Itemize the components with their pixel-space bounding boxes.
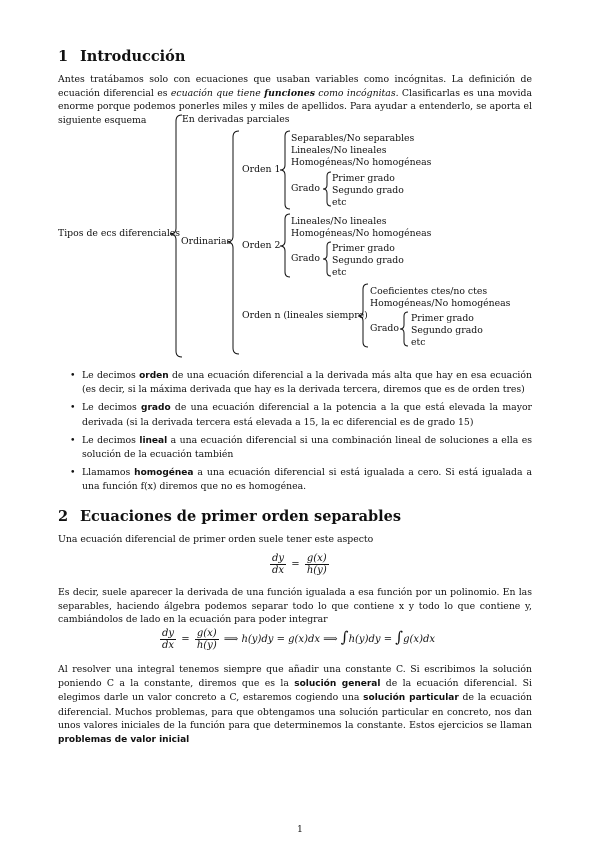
numerator: g(x) bbox=[195, 628, 219, 640]
integral-right: g(x)dx bbox=[403, 634, 436, 645]
bullet-text: a una ecuación diferencial si está igualada a cero. Si está igualada a una función f(x) diremos que no es homogénea. bbox=[82, 467, 532, 493]
brace-grado1 bbox=[323, 172, 331, 206]
tree-ordenn-label: Orden n (lineales siempre) bbox=[242, 310, 368, 321]
equals-sign: = bbox=[383, 634, 393, 645]
list-item bbox=[58, 401, 532, 428]
denominator: dx bbox=[272, 565, 285, 576]
brace-orden2 bbox=[280, 214, 290, 277]
brace-gradon bbox=[400, 312, 408, 346]
definition-list bbox=[58, 369, 532, 499]
tree-root: Tipos de ecs diferenciales bbox=[58, 228, 181, 239]
numerator: dy bbox=[272, 553, 285, 564]
bullet-text: de una ecuación diferencial a la derivada más alta que hay en esa ecuación (es decir, si la máxima derivada que hay es la derivada tercera, diremos que es de orden tres) bbox=[82, 370, 532, 396]
bullet-text: de una ecuación diferencial a la potencia a la que está elevada la mayor derivada (si la derivada tercera está elevada a 15, la ec diferencial es de grado 15) bbox=[82, 402, 532, 428]
bullet-text: Le decimos bbox=[82, 370, 140, 381]
intro-emph-1: ecuación que tiene bbox=[170, 87, 265, 99]
section-2-heading bbox=[58, 508, 401, 525]
paragraph-text: de la ecuación diferencial. Muchos problemas, para que obtengamos una solución particular en concreto, nos dan unos valores iniciales de la función para que determinemos la constante. Estos ejercicios se llaman bbox=[58, 692, 532, 732]
section-1-heading bbox=[58, 48, 185, 65]
bullet-icon: • bbox=[70, 402, 76, 414]
term-solucion-general: solución general bbox=[294, 678, 381, 689]
integral-icon: ∫ bbox=[395, 628, 404, 646]
bullet-text: Llamamos bbox=[82, 467, 135, 479]
tree-orden1-item: Homogéneas/No homogéneas bbox=[291, 157, 432, 168]
tree-orden2-label: Orden 2 bbox=[242, 240, 281, 251]
denominator: h(y) bbox=[306, 565, 327, 576]
fraction bbox=[270, 553, 286, 576]
section-2-intro: Una ecuación diferencial de primer orden suele tener este aspecto bbox=[58, 534, 374, 545]
bullet-term: homogénea bbox=[134, 468, 194, 479]
bullet-text: a una ecuación diferencial si una combinación lineal de soluciones a ella es solución de la ecuación también bbox=[82, 434, 532, 461]
brace-grado2 bbox=[323, 242, 331, 276]
bullet-icon: • bbox=[70, 467, 76, 479]
tree-ordenn-item: Coeficientes ctes/no ctes bbox=[370, 286, 488, 297]
tree-parciales: En derivadas parciales bbox=[182, 114, 290, 125]
implies-arrow-icon: ⟹ bbox=[323, 634, 338, 645]
list-item bbox=[58, 434, 532, 461]
tree-grado-item: Segundo grado bbox=[411, 325, 483, 336]
numerator: dy bbox=[162, 628, 175, 639]
tree-grado-label: Grado bbox=[291, 253, 320, 264]
implies-arrow-icon: ⟹ bbox=[223, 634, 239, 645]
list-item bbox=[58, 466, 532, 493]
equation-2 bbox=[158, 628, 435, 651]
tree-orden1-label: Orden 1 bbox=[242, 164, 281, 175]
intro-emph-2: como incógnitas bbox=[314, 87, 396, 99]
bullet-icon: • bbox=[70, 370, 76, 381]
fraction bbox=[305, 553, 329, 576]
bullet-text: Le decimos bbox=[82, 402, 142, 414]
section-1-number: 1 bbox=[58, 48, 69, 65]
section-2-paragraph-3 bbox=[58, 663, 532, 748]
integral-icon: ∫ bbox=[340, 628, 349, 646]
tree-grado-label: Grado bbox=[291, 183, 320, 194]
brace-orden1 bbox=[280, 131, 290, 209]
tree-grado-item: Primer grado bbox=[332, 173, 395, 184]
tree-grado-item: etc bbox=[332, 197, 347, 208]
tree-orden2-item: Homogéneas/No homogéneas bbox=[291, 228, 432, 239]
tree-grado-item: Primer grado bbox=[332, 243, 395, 254]
bullet-term: orden bbox=[139, 371, 169, 381]
equals-sign: = bbox=[181, 634, 190, 645]
equals-sign: = bbox=[291, 559, 300, 570]
tree-grado-label: Grado bbox=[370, 323, 399, 334]
section-2-number: 2 bbox=[58, 508, 69, 525]
tree-grado-item: Segundo grado bbox=[332, 255, 404, 266]
fraction bbox=[195, 628, 219, 651]
bullet-icon: • bbox=[70, 434, 76, 446]
tree-grado-item: etc bbox=[411, 337, 426, 348]
fraction bbox=[160, 628, 176, 651]
tree-orden1-item: Separables/No separables bbox=[291, 133, 415, 144]
equation-1 bbox=[268, 553, 331, 576]
denominator: h(y) bbox=[196, 640, 217, 651]
tree-grado-item: etc bbox=[332, 267, 347, 278]
tree-orden1-item: Lineales/No lineales bbox=[291, 145, 387, 156]
tree-grado-item: Segundo grado bbox=[332, 185, 404, 196]
bullet-text: Le decimos bbox=[82, 434, 140, 446]
tree-orden2-item: Lineales/No lineales bbox=[291, 216, 387, 227]
section-2-title: Ecuaciones de primer orden separables bbox=[80, 508, 402, 525]
paragraph-text: Al resolver una integral tenemos siempre que añadir una constante C. Si escribimos la solución poniendo C a la constante, diremos que es la bbox=[58, 664, 532, 689]
numerator: g(x) bbox=[305, 553, 329, 565]
intro-paragraph bbox=[58, 73, 532, 127]
tree-ordenn-item: Homogéneas/No homogéneas bbox=[370, 298, 511, 309]
page-number: 1 bbox=[297, 824, 303, 835]
tree-grado-item: Primer grado bbox=[411, 313, 474, 324]
bullet-term: grado bbox=[141, 403, 171, 414]
denominator: dx bbox=[162, 640, 175, 651]
tree-ordinarias: Ordinarias bbox=[181, 236, 232, 247]
list-item bbox=[58, 369, 532, 396]
separated-equation: h(y)dy = g(x)dx bbox=[241, 634, 321, 645]
intro-text-2: . Clasificarlas es una movida enorme porque podemos ponerles miles y miles de apellidos. Para ayudar a entenderlo, se aporta el siguiente esquema bbox=[58, 87, 532, 126]
bullet-term: lineal bbox=[139, 435, 168, 446]
section-2-paragraph-2: Es decir, suele aparecer la derivada de una función igualada a esa función por un polinomio. En las separables, haciendo álgebra podemos separar todo lo que contiene x y todo lo que contiene y, cambiándolos de lado en la ecuación para poder integrar bbox=[58, 587, 532, 626]
term-solucion-particular: solución particular bbox=[363, 693, 459, 704]
paragraph-text: de la ecuación diferencial. Si elegimos darle un valor concreto a C, estaremos cogiendo una bbox=[58, 677, 532, 704]
intro-emph-funciones: funciones bbox=[264, 87, 315, 99]
section-1-title: Introducción bbox=[80, 48, 186, 65]
intro-text-1: Antes tratábamos solo con ecuaciones que usaban variables como incógnitas. La definición de ecuación diferencial es bbox=[58, 74, 532, 99]
term-problemas-valor-inicial: problemas de valor inicial bbox=[58, 734, 190, 745]
integral-left: h(y)dy bbox=[348, 634, 381, 645]
